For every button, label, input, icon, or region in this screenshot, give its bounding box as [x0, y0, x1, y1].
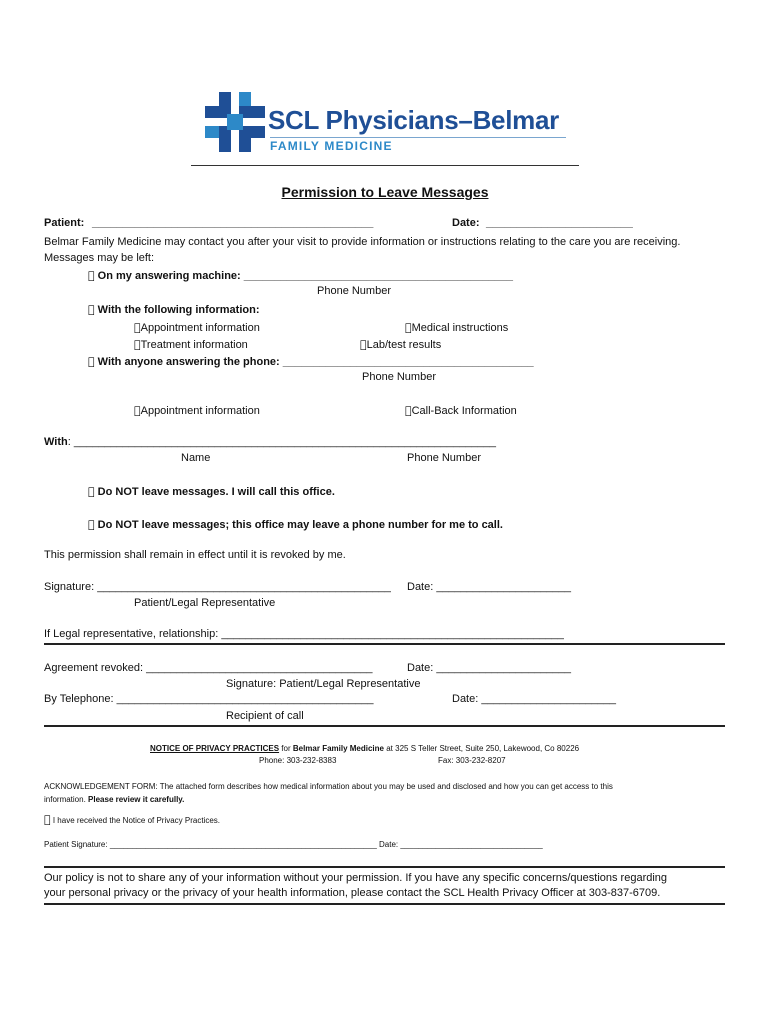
phone-number-caption: Phone Number: [362, 371, 436, 383]
divider: [44, 725, 725, 727]
telephone-date-field[interactable]: Date: ______________________: [452, 693, 616, 705]
anyone-answering-label: With anyone answering the phone:: [88, 356, 271, 368]
divider: [44, 903, 725, 905]
signature-field[interactable]: Signature: ________________________________________________: [44, 581, 391, 593]
checkbox-icon[interactable]: [88, 485, 95, 498]
divider: [44, 866, 725, 868]
do-not-leave-option-2[interactable]: [88, 518, 503, 531]
phone-number-caption: Phone Number: [317, 285, 391, 297]
appointment-info-option[interactable]: [134, 321, 260, 334]
checkbox-icon[interactable]: [405, 321, 412, 334]
divider: [44, 643, 725, 645]
medical-instructions-option[interactable]: [405, 321, 508, 334]
signature-date-field[interactable]: Date: ______________________: [407, 581, 571, 593]
checkbox-icon[interactable]: [134, 404, 141, 417]
with-line[interactable]: [44, 436, 496, 448]
answering-machine-field[interactable]: ____________________________________________: [234, 270, 504, 282]
anyone-appointment-option[interactable]: [134, 404, 260, 417]
privacy-org: Belmar Family Medicine: [292, 744, 384, 753]
checkbox-icon[interactable]: [88, 518, 95, 531]
patient-label: Patient:: [44, 217, 85, 229]
do-not-leave-label-2: Do NOT leave messages; this office may leave a phone number for me to call.: [88, 519, 494, 531]
permission-statement: This permission shall remain in effect until it is revoked by me.: [44, 549, 346, 561]
callback-info-option[interactable]: [405, 404, 517, 417]
policy-line-1: Our policy is not to share any of your information without your permission. If you have any specific concerns/questions regarding: [44, 872, 668, 884]
privacy-address: at 325 S Teller Street, Suite 250, Lakewood, Co 80226: [384, 744, 580, 753]
date-field[interactable]: ________________________: [486, 217, 633, 229]
lab-results-option[interactable]: [360, 338, 441, 351]
acknowledgement-info: information.: [44, 795, 89, 804]
option-label: Appointment information: [134, 405, 254, 417]
option-label: Medical instructions: [405, 322, 502, 334]
policy-line-2: your personal privacy or the privacy of your health information, please contact the SCL Health Privacy Officer at 303-837-6709.: [44, 887, 661, 899]
checkbox-icon[interactable]: [405, 404, 412, 417]
checkbox-icon[interactable]: [88, 303, 95, 316]
option-label: Call-Back Information: [405, 405, 511, 417]
telephone-field[interactable]: By Telephone: __________________________________________: [44, 693, 374, 705]
checkbox-icon[interactable]: [88, 355, 95, 368]
brand-subtitle: FAMILY MEDICINE: [270, 139, 393, 153]
option-label: Appointment information: [134, 322, 254, 334]
brand-divider: [270, 137, 566, 138]
do-not-leave-option-1[interactable]: [88, 485, 335, 498]
date-label: Date:: [452, 217, 480, 229]
received-notice-label: I have received the Notice of Privacy Practices.: [44, 816, 212, 825]
header-divider: [191, 165, 579, 166]
privacy-notice-link[interactable]: NOTICE OF PRIVACY PRACTICES: [150, 744, 280, 753]
intro-text: Belmar Family Medicine may contact you after your visit to provide information or instructions relating to the care you are receiving.: [44, 236, 681, 248]
privacy-for: for: [279, 744, 293, 753]
following-info-label: With the following information:: [88, 304, 250, 316]
answering-machine-option[interactable]: [88, 269, 513, 282]
privacy-phone: Phone: 303-232-8383: [259, 756, 337, 765]
agreement-revoked-field[interactable]: Agreement revoked: _____________________________________: [44, 662, 373, 674]
messages-label: Messages may be left:: [44, 252, 155, 264]
with-label: With: [44, 436, 68, 448]
checkbox-icon[interactable]: [134, 321, 141, 334]
option-label: Treatment information: [134, 339, 242, 351]
with-field[interactable]: : _____________________________________________________________________: [67, 436, 496, 448]
do-not-leave-label-1: Do NOT leave messages. I will call this office.: [88, 486, 326, 498]
answering-machine-label: On my answering machine:: [88, 270, 232, 282]
name-caption: Name: [181, 452, 211, 464]
telephone-caption: Recipient of call: [226, 710, 304, 722]
privacy-fax: Fax: 303-232-8207: [438, 756, 506, 765]
privacy-notice: [150, 744, 579, 753]
page-title: Permission to Leave Messages: [281, 184, 489, 200]
checkbox-icon[interactable]: [134, 338, 141, 351]
treatment-info-option[interactable]: [134, 338, 248, 351]
review-carefully: Please review it carefully.: [88, 795, 185, 804]
revoked-caption: Signature: Patient/Legal Representative: [226, 678, 421, 690]
checkbox-icon[interactable]: [360, 338, 367, 351]
brand-name: SCL Physicians–Belmar: [268, 105, 559, 135]
anyone-answering-field[interactable]: _________________________________________: [273, 356, 524, 368]
patient-field[interactable]: ______________________________________________: [92, 217, 374, 229]
option-label: Lab/test results: [360, 339, 435, 351]
cross-logo-icon: [205, 92, 265, 152]
acknowledgement-text-2: [44, 795, 184, 804]
checkbox-icon[interactable]: [88, 269, 95, 282]
legal-relationship-field[interactable]: If Legal representative, relationship: ________________________________________________________: [44, 628, 564, 640]
received-notice-option[interactable]: [44, 813, 220, 826]
anyone-answering-option[interactable]: [88, 355, 534, 368]
checkbox-icon[interactable]: [44, 813, 51, 826]
revoked-date-field[interactable]: Date: ______________________: [407, 662, 571, 674]
logo: [205, 92, 265, 152]
signature-caption: Patient/Legal Representative: [134, 597, 276, 609]
following-info-option[interactable]: [88, 303, 260, 316]
acknowledgement-text: ACKNOWLEDGEMENT FORM: The attached form describes how medical information about you may be used and disclosed and how you can get access to this: [44, 782, 613, 791]
phone-number-caption: Phone Number: [407, 452, 481, 464]
patient-signature-field[interactable]: Patient Signature: ____________________________________________________________ Date: ________________________________: [44, 840, 543, 849]
